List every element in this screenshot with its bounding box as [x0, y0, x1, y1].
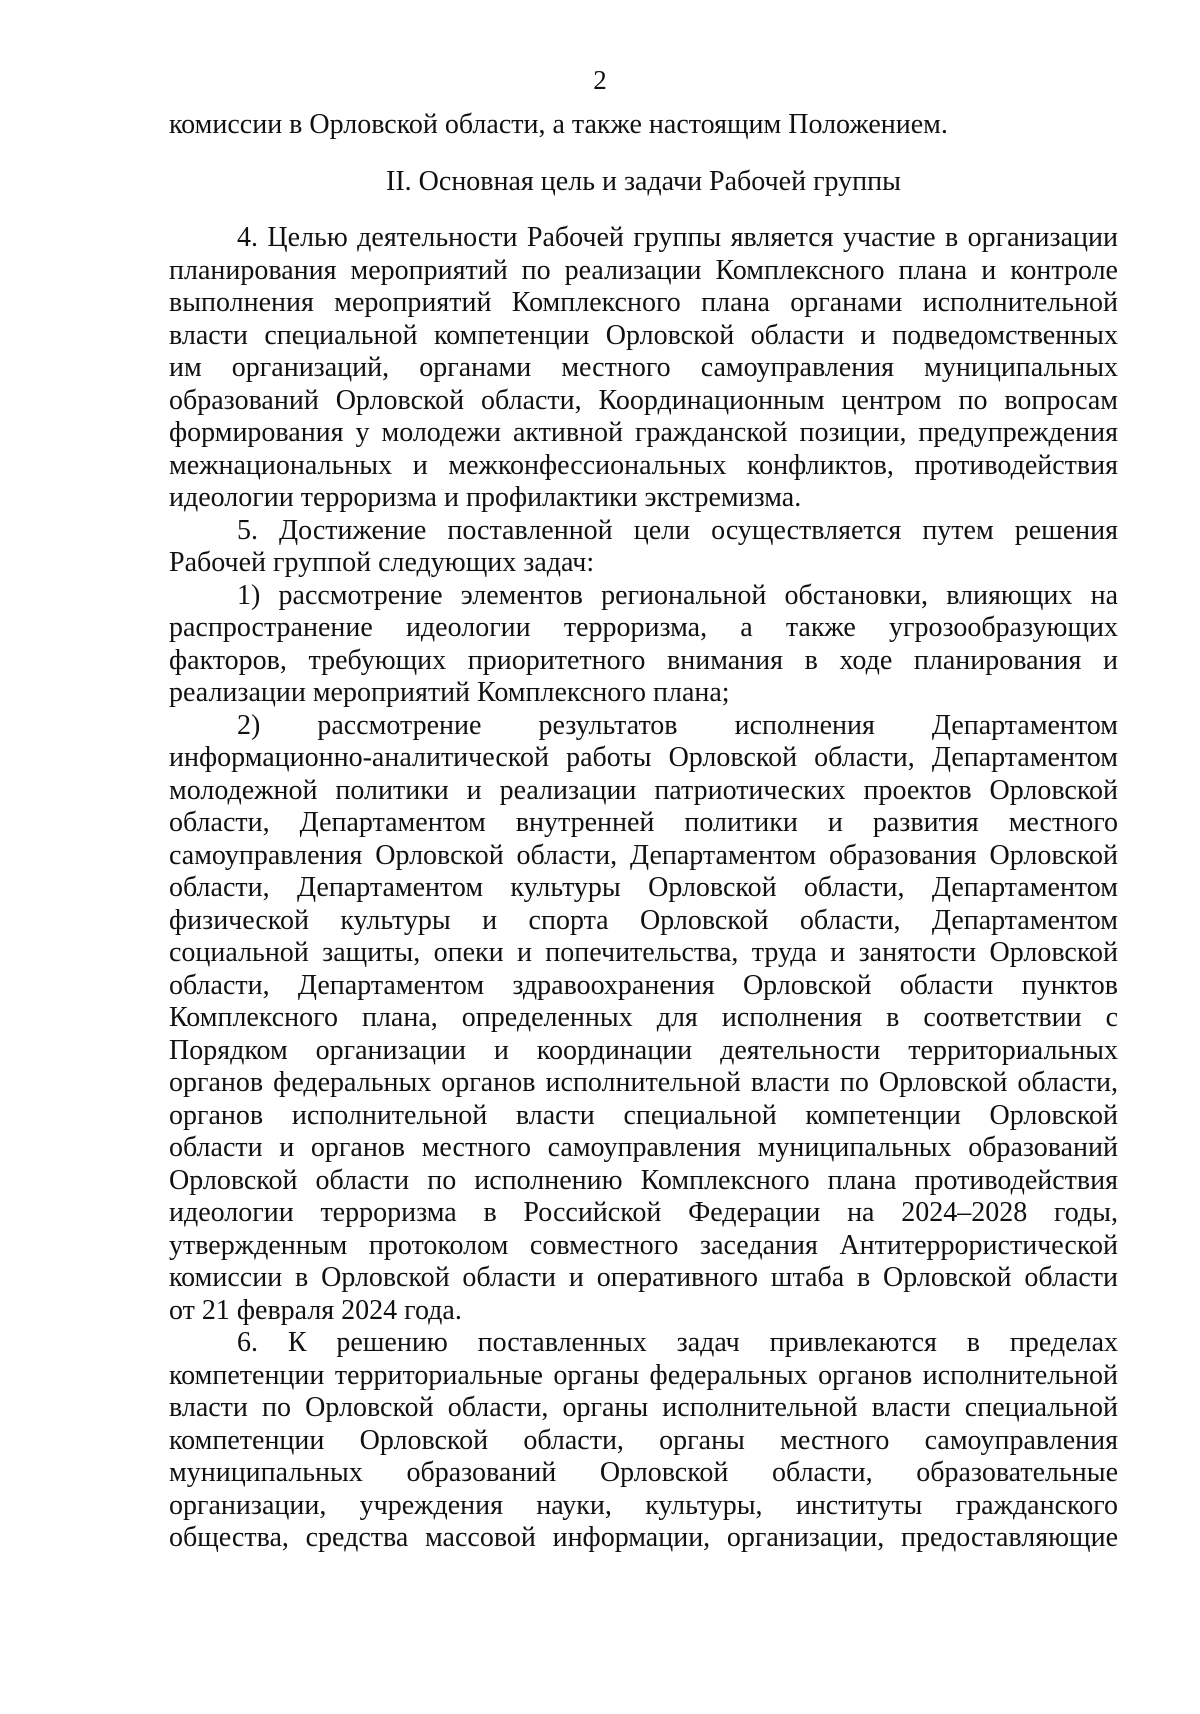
text-line: компетенции территориальные органы федеральных органов исполнительной	[169, 1359, 1118, 1391]
text-line: образований Орловской области, Координационным центром по вопросам	[169, 384, 1118, 416]
text-line: 2) рассмотрение результатов исполнения Департаментом	[237, 709, 1118, 741]
paragraph	[169, 515, 1118, 580]
text-line: формирования у молодежи активной гражданской позиции, предупреждения	[169, 417, 1118, 448]
page-number: 2	[593, 65, 607, 95]
section-heading: II. Основная цель и задачи Рабочей группы	[386, 165, 901, 197]
text-line: организации, учреждения науки, культуры, институты гражданского	[169, 1489, 1118, 1521]
text-line: самоуправления Орловской области, Департаментом образования Орловской	[169, 839, 1118, 871]
text-line: компетенции Орловской области, органы местного самоуправления	[169, 1424, 1118, 1456]
text-line: информационно-аналитической работы Орловской области, Департаментом	[169, 742, 1118, 773]
text-line: распространение идеологии терроризма, а также угрозообразующих	[169, 612, 1118, 643]
intro-paragraph	[169, 109, 1118, 142]
paragraph	[169, 222, 1118, 515]
text-line: им организаций, органами местного самоуправления муниципальных	[169, 352, 1118, 383]
text-line: области и органов местного самоуправления муниципальных образований	[169, 1132, 1118, 1163]
text-line: реализации мероприятий Комплексного плана;	[169, 677, 730, 708]
text-line: 1) рассмотрение элементов региональной обстановки, влияющих на	[237, 579, 1118, 611]
text-line: выполнения мероприятий Комплексного плана органами исполнительной	[169, 287, 1118, 318]
text-line: области, Департаментом культуры Орловской области, Департаментом	[169, 872, 1118, 903]
text-line: Комплексного плана, определенных для исполнения в соответствии с	[169, 1002, 1118, 1033]
text-line: области, Департаментом здравоохранения Орловской области пунктов	[169, 969, 1118, 1001]
paragraph-list	[169, 222, 1118, 1555]
text-line: межнациональных и межконфессиональных конфликтов, противодействия	[169, 449, 1118, 481]
text-line: утвержденным протоколом совместного заседания Антитеррористической	[169, 1229, 1118, 1261]
paragraph	[169, 580, 1118, 710]
text-line: Орловской области по исполнению Комплексного плана противодействия	[169, 1164, 1118, 1196]
text-line: Порядком организации и координации деятельности территориальных	[169, 1034, 1118, 1066]
text-line: власти по Орловской области, органы исполнительной власти специальной	[169, 1392, 1118, 1423]
text-line: комиссии в Орловской области и оперативного штаба в Орловской области	[169, 1262, 1118, 1293]
text-line: Рабочей группой следующих задач:	[169, 547, 595, 578]
text-line: факторов, требующих приоритетного внимания в ходе планирования и	[169, 644, 1118, 676]
text-line: планирования мероприятий по реализации Комплексного плана и контроле	[169, 254, 1118, 286]
text-line: области, Департаментом внутренней политики и развития местного	[169, 807, 1118, 838]
paragraph	[169, 710, 1118, 1328]
text-line: 4. Целью деятельности Рабочей группы является участие в организации	[237, 222, 1118, 253]
text-line: 6. К решению поставленных задач привлекаются в пределах	[237, 1327, 1118, 1358]
text-line: органов исполнительной власти специальной компетенции Орловской	[169, 1099, 1118, 1131]
text-line: власти специальной компетенции Орловской области и подведомственных	[169, 319, 1118, 351]
text-line: от 21 февраля 2024 года.	[169, 1294, 462, 1326]
document-body	[169, 109, 1118, 1555]
text-line: физической культуры и спорта Орловской области, Департаментом	[169, 904, 1118, 936]
text-line: молодежной политики и реализации патриотических проектов Орловской	[169, 774, 1118, 806]
text-line: идеологии терроризма в Российской Федерации на 2024–2028 годы,	[169, 1197, 1118, 1228]
text-line: муниципальных образований Орловской области, образовательные	[169, 1457, 1118, 1488]
text-line: комиссии в Орловской области, а также настоящим Положением.	[169, 109, 948, 140]
text-line: общества, средства массовой информации, организации, предоставляющие	[169, 1522, 1118, 1553]
text-line: идеологии терроризма и профилактики экстремизма.	[169, 482, 802, 513]
text-line: 5. Достижение поставленной цели осуществляется путем решения	[237, 514, 1118, 546]
text-line: социальной защиты, опеки и попечительства, труда и занятости Орловской	[169, 937, 1118, 968]
paragraph	[169, 1327, 1118, 1555]
text-line: органов федеральных органов исполнительной власти по Орловской области,	[169, 1067, 1118, 1098]
